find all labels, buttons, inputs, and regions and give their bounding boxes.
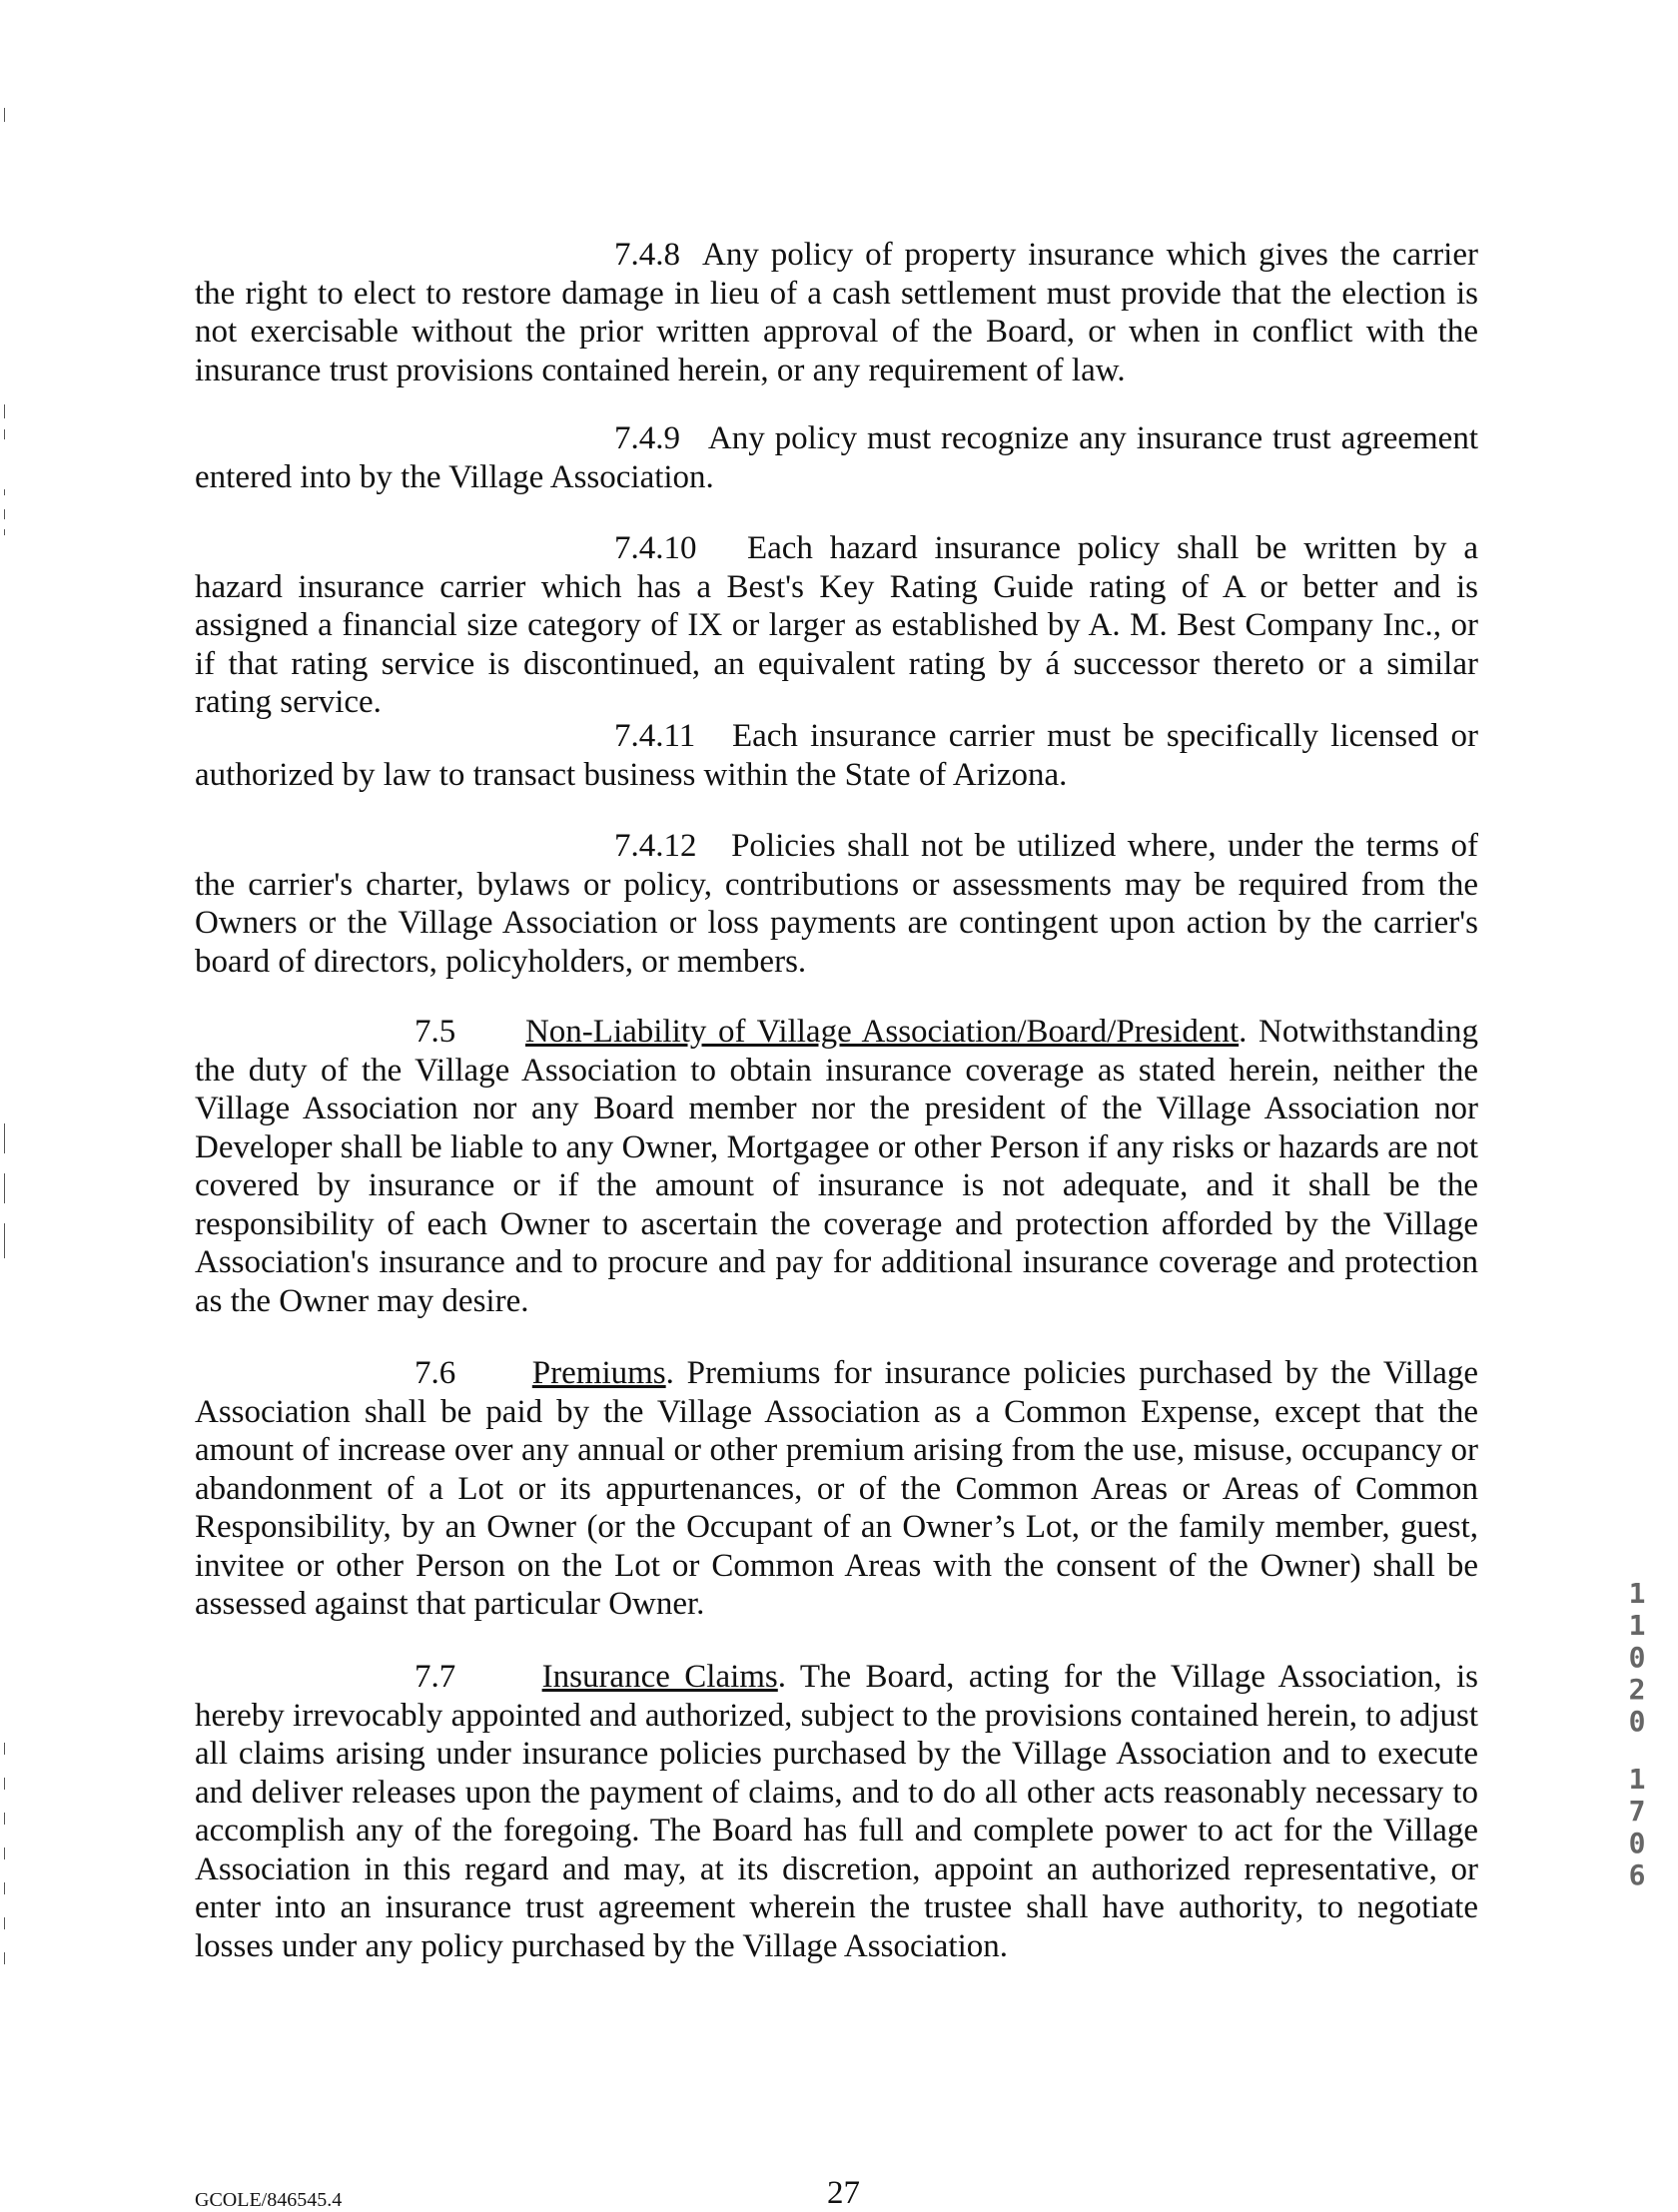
paragraph-7-6: 7.6 Premiums. Premiums for insurance policies purchased by the Village Association shall be paid by the Village Association as a Common Expense, except that the amount of increase over any annual or other premium arising from the use, misuse, occupancy or abandonment of a Lot or its appurtenances, or of the Common Areas or Areas of Common Responsibility, by an Owner (or the Occupant of an Owner’s Lot, or the family member, guest, invitee or other Person on the Lot or Common Areas with the consent of the Owner) shall be assessed against that particular Owner. xyxy=(195,1355,1478,1622)
section-number: 7.4.8 xyxy=(614,237,680,273)
document-id: GCOLE/846545.4 xyxy=(195,2189,343,2211)
section-heading: Non-Liability of Village Association/Board/President xyxy=(524,1014,1240,1050)
paragraph-text: Policies shall not be utilized where, under the terms of the carrier's charter, bylaws or policy, contributions or assessments may be required from the Owners or the Village Association or loss payments are contingent upon action by the carrier's board of directors, policyholders, or members. xyxy=(195,828,1479,980)
paragraph-text: Premiums for insurance policies purchased by the Village Association shall be paid by the Village Association as a Common Expense, except that the amount of increase over any annual or other premium arising from the use, misuse, occupancy or abandonment of a Lot or its appurtenances, or of the Common Areas or Areas of Common Responsibility, by an Owner (or the Occupant of an Owner’s Lot, or the family member, guest, invitee or other Person on the Lot or Common Areas with the consent of the Owner) shall be assessed against that particular Owner. xyxy=(195,1355,1478,1622)
scan-margin-mark xyxy=(4,108,5,122)
scan-margin-mark xyxy=(4,1173,5,1203)
section-number: 7.4.12 xyxy=(614,828,697,864)
scan-margin-mark xyxy=(4,489,5,495)
scan-margin-mark xyxy=(4,1882,5,1894)
paragraph-7-4-8 xyxy=(195,236,1478,389)
stamp-digit: 1 xyxy=(1628,1577,1646,1610)
section-heading: Premiums xyxy=(531,1355,666,1391)
section-number: 7.4.11 xyxy=(614,718,696,754)
paragraph-text: Any policy must recognize any insurance trust agreement entered into by the Village Association. xyxy=(195,420,1478,495)
stamp-digit: 0 xyxy=(1628,1705,1646,1738)
scan-margin-mark xyxy=(4,1778,5,1790)
scan-margin-mark xyxy=(4,429,5,439)
stamp-digit: 6 xyxy=(1628,1858,1646,1891)
scan-margin-mark xyxy=(4,404,5,418)
stamp-digit: 1 xyxy=(1628,1609,1646,1642)
paragraph-7-7: 7.7 Insurance Claims. The Board, acting for the Village Association, is hereby irrevocably appointed and authorized, subject to the provisions contained herein, to adjust all claims arising under insurance policies purchased by the Village Association and to execute and deliver releases upon the payment of claims, and to do all other acts reasonably necessary to accomplish any of the foregoing. The Board has full and complete power to act for the Village Association in this regard and may, at its discretion, appoint an authorized representative, or enter into an insurance trust agreement wherein the trustee shall have authority, to negotiate losses under any policy purchased by the Village Association. xyxy=(195,1659,1479,1964)
paragraph-text: Each hazard insurance policy shall be written by a hazard insurance carrier which has a Best's Key Rating Guide rating of A or better and is assigned a financial size category of IX or larger as established by A. M. Best Company Inc., or if that rating service is discontinued, an equivalent rating by á successor thereto or a similar rating service. xyxy=(195,530,1478,720)
paragraph-7-4-10 xyxy=(195,529,1478,722)
paragraph-7-5: 7.5 Non-Liability of Village Association/Board/President. Notwithstanding the duty of the Village Association to obtain insurance coverage as stated herein, neither the Village Association nor any Board member nor the president of the Village Association nor Developer shall be liable to any Owner, Mortgagee or other Person if any risks or hazards are not covered by insurance or if the amount of insurance is not adequate, and it shall be the responsibility of each Owner to ascertain the coverage and protection afforded by the Village Association's insurance and to procure and pay for additional insurance coverage and protection as the Owner may desire. xyxy=(195,1014,1479,1319)
scan-margin-mark xyxy=(4,1952,5,1964)
stamp-digit: 7 xyxy=(1628,1795,1646,1828)
section-number: 7.5 xyxy=(415,1014,456,1050)
paragraph-7-4-12 xyxy=(195,827,1478,981)
scan-margin-mark xyxy=(4,509,5,519)
paragraph-text: Each insurance carrier must be specifically licensed or authorized by law to transact business within the State of Arizona. xyxy=(195,718,1479,793)
recording-stamp xyxy=(1624,1578,1650,1891)
scan-margin-mark xyxy=(4,529,5,535)
section-heading: Insurance Claims xyxy=(541,1659,778,1695)
section-number: 7.4.9 xyxy=(614,420,680,456)
paragraph-text: The Board, acting for the Village Association, is hereby irrevocably appointed and authorized, subject to the provisions contained herein, to adjust all claims arising under insurance policies purchased by the Village Association and to execute and deliver releases upon the payment of claims, and to do all other acts reasonably necessary to accomplish any of the foregoing. The Board has full and complete power to act for the Village Association in this regard and may, at its discretion, appoint an authorized representative, or enter into an insurance trust agreement wherein the trustee shall have authority, to negotiate losses under any policy purchased by the Village Association. xyxy=(195,1659,1479,1964)
section-number: 7.7 xyxy=(415,1659,456,1695)
stamp-digit: 0 xyxy=(1628,1827,1646,1859)
section-number: 7.6 xyxy=(415,1355,456,1391)
stamp-gap xyxy=(1624,1738,1650,1764)
scan-margin-mark xyxy=(4,1813,5,1825)
scan-margin-mark xyxy=(4,1743,5,1755)
scan-margin-mark xyxy=(4,1847,5,1859)
page-number: 27 xyxy=(827,2175,860,2211)
stamp-digit: 1 xyxy=(1628,1763,1646,1796)
paragraph-7-4-11 xyxy=(195,717,1478,794)
stamp-digit: 0 xyxy=(1628,1641,1646,1674)
scan-margin-mark xyxy=(4,1223,5,1258)
scan-margin-mark xyxy=(4,1123,5,1153)
stamp-digit: 2 xyxy=(1628,1673,1646,1706)
section-number: 7.4.10 xyxy=(614,530,697,566)
paragraph-text: Notwithstanding the duty of the Village Association to obtain insurance coverage as stated herein, neither the Village Association nor any Board member nor the president of the Village Association nor Developer shall be liable to any Owner, Mortgagee or other Person if any risks or hazards are not covered by insurance or if the amount of insurance is not adequate, and it shall be the responsibility of each Owner to ascertain the coverage and protection afforded by the Village Association's insurance and to procure and pay for additional insurance coverage and protection as the Owner may desire. xyxy=(195,1014,1479,1319)
scan-margin-mark xyxy=(4,1917,5,1929)
paragraph-text: Any policy of property insurance which gives the carrier the right to elect to restore damage in lieu of a cash settlement must provide that the election is not exercisable without the prior written approval of the Board, or when in conflict with the insurance trust provisions contained herein, or any requirement of law. xyxy=(195,237,1478,388)
paragraph-7-4-9 xyxy=(195,419,1478,496)
